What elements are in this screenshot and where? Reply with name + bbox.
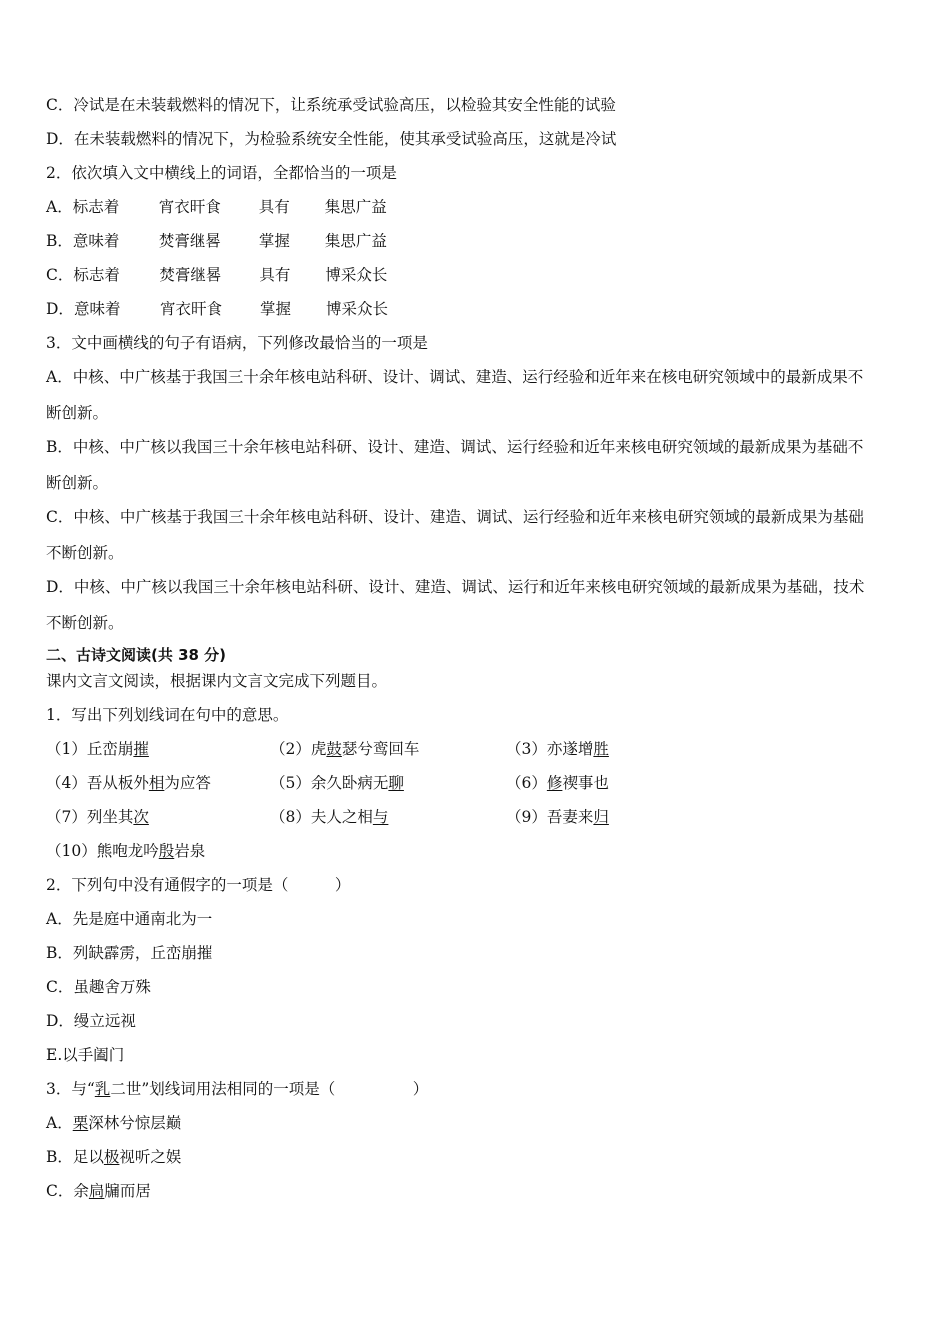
q3-option-c: C．中核、中广核基于我国三十余年核电站科研、设计、建造、调试、运行经验和近年来核电研究领域的最新成果为基础 不断创新。 — [46, 508, 864, 562]
q3-option-b: B．中核、中广核以我国三十余年核电站科研、设计、建造、调试、运行经验和近年来核电研究领域的最新成果为基础不 断创新。 — [46, 438, 864, 492]
list-item: （6）修禊事也 — [506, 774, 609, 792]
q3-option-a: A．中核、中广核基于我国三十余年核电站科研、设计、调试、建造、运行经验和近年来在核电研究领域中的最新成果不 断创新。 — [46, 368, 864, 422]
s2-q2-stem: 2．下列句中没有通假字的一项是（ ） — [46, 876, 351, 894]
list-item: （7）列坐其次 — [46, 808, 149, 826]
s2-q1-row-3 — [46, 807, 908, 827]
list-item: （8）夫人之相与 — [270, 808, 389, 826]
list-item: （5）余久卧病无聊 — [270, 774, 404, 792]
q2-option-b: B．意味着 焚膏继晷 掌握 集思广益 — [46, 232, 387, 250]
list-item: （2）虎鼓瑟兮鸾回车 — [270, 740, 420, 758]
s2-q2-option-e: E.以手阖门 — [46, 1046, 125, 1064]
s2-q3-stem: 3．与“乳二世”划线词用法相同的一项是（ ） — [46, 1080, 429, 1098]
s2-q2-option-a: A．先是庭中通南北为一 — [46, 910, 213, 928]
s2-q2-option-b: B．列缺霹雳，丘峦崩摧 — [46, 944, 213, 962]
q3-stem: 3．文中画横线的句子有语病，下列修改最恰当的一项是 — [46, 334, 428, 352]
s2-q3-option-b: B．足以极视听之娱 — [46, 1148, 182, 1166]
s2-q1-row-2 — [46, 773, 908, 793]
list-item: （3）亦遂增胜 — [506, 740, 609, 758]
document-page — [46, 95, 908, 1201]
q2-stem: 2．依次填入文中横线上的词语，全都恰当的一项是 — [46, 164, 397, 182]
s2-q3-option-a: A．栗深林兮惊层巅 — [46, 1114, 182, 1132]
s2-q3-option-c: C．余扃牖而居 — [46, 1182, 151, 1200]
s2-q2-option-c: C．虽趣舍万殊 — [46, 978, 151, 996]
q1-option-c: C．冷试是在未装载燃料的情况下，让系统承受试验高压，以检验其安全性能的试验 — [46, 96, 616, 114]
q2-option-a: A．标志着 宵衣旰食 具有 集思广益 — [46, 198, 387, 216]
section-intro: 课内文言文阅读，根据课内文言文完成下列题目。 — [46, 672, 388, 690]
s2-q1-row-1 — [46, 739, 908, 759]
list-item: （9）吾妻来归 — [506, 808, 609, 826]
list-item: （1）丘峦崩摧 — [46, 740, 149, 758]
q2-option-d: D．意味着 宵衣旰食 掌握 博采众长 — [46, 300, 388, 318]
list-item: （10）熊咆龙吟殷岩泉 — [46, 842, 206, 860]
list-item: （4）吾从板外相为应答 — [46, 774, 211, 792]
q1-option-d: D．在未装载燃料的情况下，为检验系统安全性能，使其承受试验高压，这就是冷试 — [46, 130, 617, 148]
s2-q1-row-4 — [46, 841, 908, 861]
s2-q1-stem: 1．写出下列划线词在句中的意思。 — [46, 706, 289, 724]
q3-option-d: D．中核、中广核以我国三十余年核电站科研、设计、建造、调试、运行和近年来核电研究领域的最新成果为基础，技术 不断创新。 — [46, 578, 865, 632]
section-heading: 二、古诗文阅读(共 38 分) — [46, 646, 227, 664]
q2-option-c: C．标志着 焚膏继晷 具有 博采众长 — [46, 266, 388, 284]
s2-q2-option-d: D．缦立远视 — [46, 1012, 136, 1030]
